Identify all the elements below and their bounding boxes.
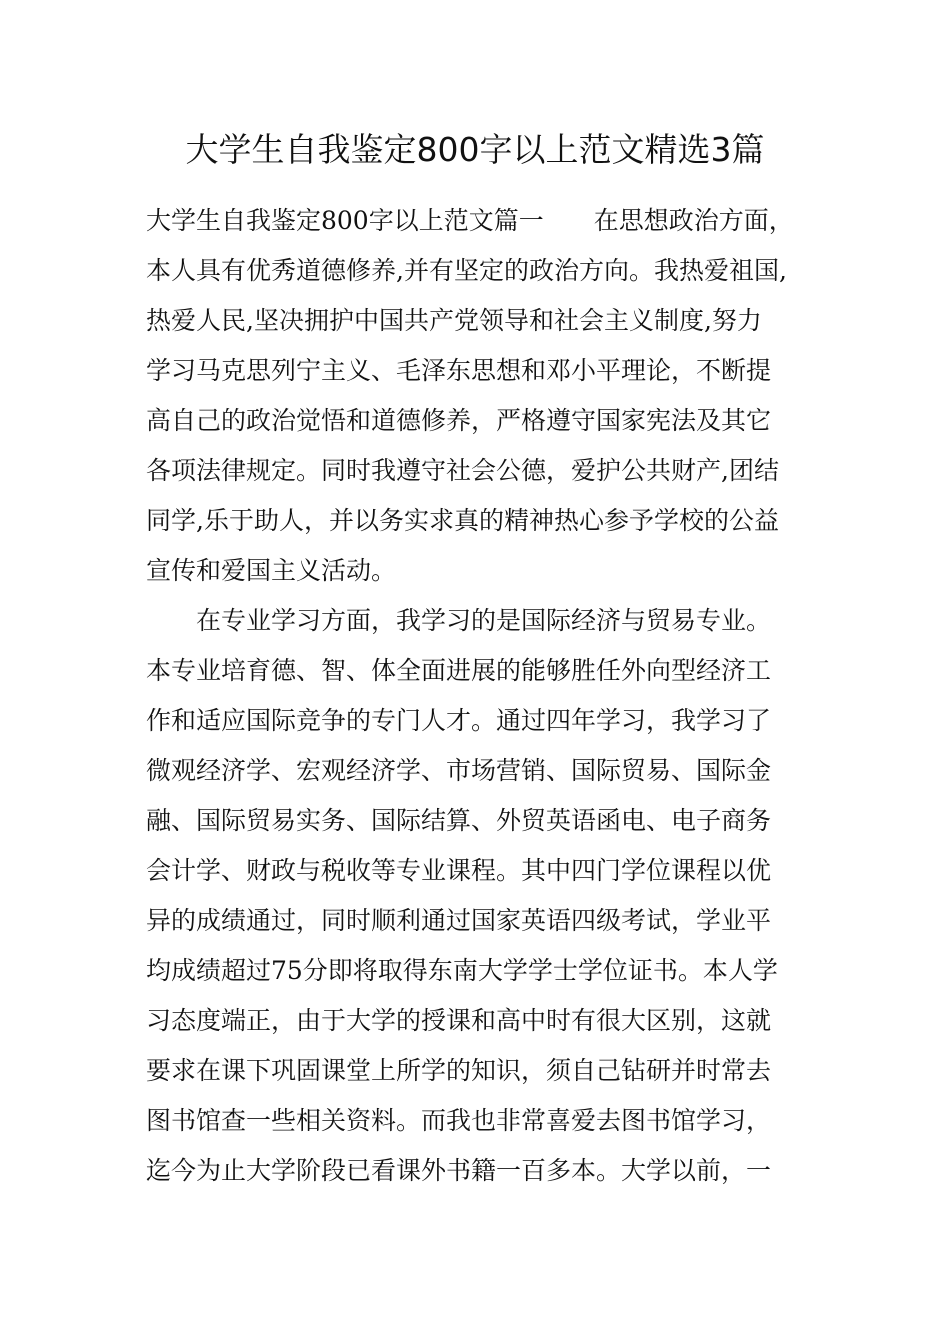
body-line: 作和适应国际竞争的专门人才。通过四年学习，我学习了 [146,706,772,735]
body-line: 大学生自我鉴定800字以上范文篇一 在思想政治方面， [146,206,794,235]
body-line: 宣传和爱国主义活动。 [146,556,397,585]
body-line: 要求在课下巩固课堂上所学的知识，须自己钻研并时常去 [146,1056,772,1085]
body-line: 融、国际贸易实务、国际结算、外贸英语函电、电子商务 [146,806,772,835]
body-line: 迄今为止大学阶段已看课外书籍一百多本。大学以前，一 [146,1156,772,1185]
body-line: 微观经济学、宏观经济学、市场营销、国际贸易、国际金 [146,756,772,785]
document-title: 大学生自我鉴定800字以上范文精选3篇 [185,130,765,169]
body-line: 同学,乐于助人，并以务实求真的精神热心参予学校的公益 [146,506,779,535]
body-line: 异的成绩通过，同时顺利通过国家英语四级考试，学业平 [146,906,772,935]
body-line: 习态度端正，由于大学的授课和高中时有很大区别，这就 [146,1006,772,1035]
body-line: 均成绩超过75分即将取得东南大学学士学位证书。本人学 [146,956,778,985]
body-line: 本专业培育德、智、体全面进展的能够胜任外向型经济工 [146,656,772,685]
body-line: 高自己的政治觉悟和道德修养，严格遵守国家宪法及其它 [146,406,772,435]
body-line: 各项法律规定。同时我遵守社会公德，爱护公共财产,团结 [146,456,779,485]
body-line: 在专业学习方面，我学习的是国际经济与贸易专业。 [146,606,772,635]
body-line: 学习马克思列宁主义、毛泽东思想和邓小平理论，不断提 [146,356,772,385]
body-line: 图书馆查一些相关资料。而我也非常喜爱去图书馆学习， [146,1106,772,1135]
body-line: 会计学、财政与税收等专业课程。其中四门学位课程以优 [146,856,772,885]
body-line: 本人具有优秀道德修养,并有坚定的政治方向。我热爱祖国, [146,256,787,285]
body-line: 热爱人民,坚决拥护中国共产党领导和社会主义制度,努力 [146,306,762,335]
